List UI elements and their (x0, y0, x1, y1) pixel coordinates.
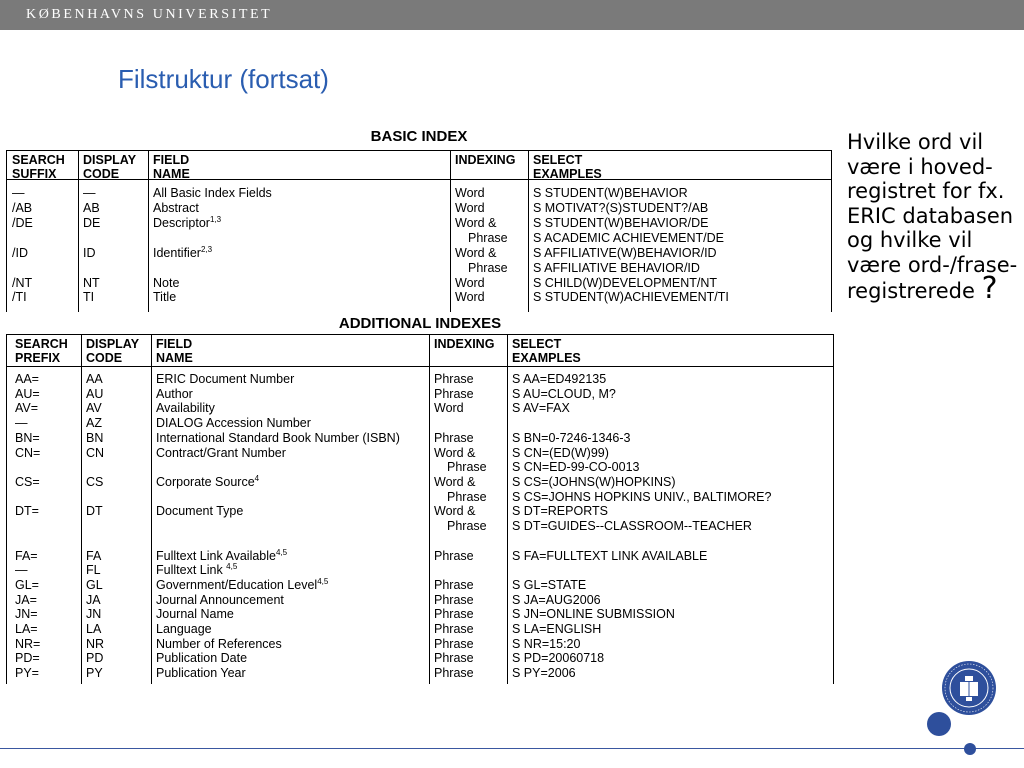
table-cell: /DE (12, 216, 33, 230)
table-cell (156, 549, 287, 564)
table-cell: Phrase (434, 548, 474, 563)
table-cell: FA (86, 548, 102, 563)
field-name: Title (153, 290, 177, 304)
table-cell: AZ (86, 416, 102, 431)
field-name: All Basic Index Fields (153, 186, 272, 200)
basic-index-table (6, 126, 832, 312)
column-header: SEARCH SUFFIX (12, 153, 65, 181)
field-name: Fulltext Link Available (156, 548, 276, 563)
table-cell: AV= (15, 401, 39, 416)
table-cell (156, 416, 311, 431)
column-header: SELECT EXAMPLES (512, 337, 581, 365)
table-cell: Phrase (468, 231, 508, 245)
table-cell: Phrase (434, 372, 474, 386)
table-cell: CS= (15, 475, 40, 489)
decor-circle-small (964, 743, 976, 755)
table-cell: NR (86, 636, 105, 651)
table-cell: Phrase (434, 622, 474, 636)
table-cell (156, 593, 284, 608)
table-cell: PY (86, 666, 103, 681)
field-name: Publication Year (156, 666, 246, 681)
column-header: FIELD NAME (153, 153, 190, 181)
table-cell: S STUDENT(W)ACHIEVEMENT/TI (533, 290, 729, 304)
table-cell: AV (86, 401, 102, 416)
column-header: INDEXING (434, 337, 495, 351)
table-cell: Phrase (434, 577, 474, 592)
column-header: DISPLAY CODE (83, 153, 136, 181)
table-cell: Phrase (434, 592, 474, 607)
table-cell: PD (86, 651, 104, 666)
table-cell: ID (83, 246, 96, 260)
table-cell: AU (86, 386, 104, 401)
table-cell: JA= (15, 592, 37, 607)
column-divider (81, 334, 82, 684)
table-cell: Word & (455, 216, 497, 230)
table-header-border (6, 366, 834, 367)
table-cell: S DT=REPORTS (512, 504, 608, 519)
column-divider (151, 334, 152, 684)
table-cell: S LA=ENGLISH (512, 622, 602, 636)
additional-indexes-title: ADDITIONAL INDEXES (338, 315, 502, 332)
field-name: International Standard Book Number (ISBN) (156, 430, 400, 445)
footer-line (0, 748, 1024, 749)
table-left-border (6, 150, 7, 312)
footnote-marker: 4,5 (275, 547, 288, 557)
table-cell: S CHILD(W)DEVELOPMENT/NT (533, 276, 718, 290)
university-name: KØBENHAVNS UNIVERSITET (26, 7, 273, 22)
table-cell: — (83, 186, 96, 200)
table-cell: /TI (12, 290, 27, 304)
table-right-border (833, 334, 834, 684)
table-cell: BN= (15, 430, 40, 445)
column-header: SEARCH PREFIX (15, 337, 68, 365)
table-cell: Phrase (447, 460, 487, 475)
table-cell: Word & (434, 475, 476, 489)
table-cell (156, 401, 215, 416)
table-cell: Phrase (434, 666, 474, 681)
column-divider (429, 334, 430, 684)
table-cell (156, 563, 237, 578)
table-cell: Word (434, 401, 464, 416)
table-cell: S AFFILIATIVE(W)BEHAVIOR/ID (533, 246, 717, 260)
basic-index-title: BASIC INDEX (370, 128, 468, 145)
table-cell: LA= (15, 622, 38, 636)
field-name: Contract/Grant Number (156, 445, 286, 460)
table-cell (156, 504, 243, 519)
table-cell: JA (86, 592, 101, 607)
column-divider (450, 150, 451, 312)
table-cell (156, 431, 400, 446)
table-top-border (6, 150, 832, 151)
footnote-marker: 4 (254, 473, 260, 483)
table-cell: Word (455, 290, 485, 304)
footnote-marker: 1,3 (209, 214, 222, 224)
header-bar (0, 0, 1024, 30)
table-cell: S GL=STATE (512, 577, 587, 592)
table-cell: S MOTIVAT?(S)STUDENT?/AB (533, 201, 709, 215)
table-cell: S JA=AUG2006 (512, 592, 601, 607)
field-name: Identifier (153, 246, 201, 260)
table-cell (153, 276, 179, 291)
table-cell: Phrase (434, 386, 474, 401)
table-cell (156, 666, 246, 681)
side-question-text: Hvilke ord vil være i hoved-registret for fx. ERIC databasen og hvilke vil være ord-/frase-registrerede (847, 130, 1018, 303)
table-cell: Phrase (434, 430, 474, 445)
table-top-border (6, 334, 834, 335)
field-name: Document Type (156, 504, 244, 519)
column-divider (507, 334, 508, 684)
footnote-marker: 4,5 (226, 562, 238, 572)
table-cell: S AA=ED492135 (512, 372, 607, 386)
table-cell: PY= (15, 666, 39, 681)
table-cell: Phrase (434, 636, 474, 651)
table-cell: AA (86, 372, 103, 386)
table-cell (153, 216, 221, 231)
table-cell: S CN=ED-99-CO-0013 (512, 460, 640, 475)
table-cell (156, 622, 212, 637)
slide-title: Filstruktur (fortsat) (118, 64, 329, 94)
additional-indexes-table (6, 313, 834, 684)
table-cell: S NR=15:20 (512, 636, 581, 651)
table-cell: S ACADEMIC ACHIEVEMENT/DE (533, 231, 725, 245)
table-cell: S AFFILIATIVE BEHAVIOR/ID (533, 261, 700, 275)
column-header: DISPLAY CODE (86, 337, 139, 365)
table-cell: Word & (455, 246, 497, 260)
table-cell: S AU=CLOUD, M? (512, 386, 616, 401)
table-cell: Phrase (434, 607, 474, 622)
table-cell: Word (455, 276, 485, 290)
field-name: Number of References (156, 636, 282, 651)
field-name: Corporate Source (156, 475, 255, 489)
table-cell (156, 446, 286, 461)
table-cell: CN (86, 445, 105, 460)
column-header: INDEXING (455, 153, 516, 167)
table-cell: Phrase (468, 261, 508, 275)
field-name: Journal Announcement (156, 592, 284, 607)
field-name: Availability (156, 401, 215, 416)
table-cell: FL (86, 563, 101, 578)
field-name: ERIC Document Number (156, 372, 295, 386)
table-cell (156, 475, 259, 490)
table-cell: S CN=(ED(W)99) (512, 445, 609, 460)
table-cell: AB (83, 201, 100, 215)
table-cell: LA (86, 622, 102, 636)
field-name: Note (153, 276, 180, 290)
table-cell: Phrase (447, 489, 487, 504)
table-cell: S AV=FAX (512, 401, 570, 416)
field-name: DIALOG Accession Number (156, 416, 311, 431)
table-cell: S STUDENT(W)BEHAVIOR (533, 186, 688, 200)
table-cell: — (12, 186, 25, 200)
table-cell: TI (83, 290, 95, 304)
table-cell: GL (86, 577, 103, 592)
table-cell: GL= (15, 577, 39, 592)
table-cell: S STUDENT(W)BEHAVIOR/DE (533, 216, 709, 230)
table-cell: S FA=FULLTEXT LINK AVAILABLE (512, 548, 708, 563)
table-cell (153, 246, 212, 261)
table-cell: CN= (15, 445, 41, 460)
field-name: Author (156, 386, 193, 401)
table-cell: Phrase (434, 651, 474, 666)
side-question (847, 130, 1019, 304)
footnote-marker: 2,3 (200, 244, 213, 254)
field-name: Publication Date (156, 651, 248, 666)
table-cell: JN= (15, 607, 38, 622)
table-cell (153, 290, 176, 305)
table-cell: CS (86, 475, 104, 489)
table-cell: FA= (15, 548, 38, 563)
table-cell (156, 637, 282, 652)
column-header: SELECT EXAMPLES (533, 153, 602, 181)
table-cell: — (15, 563, 28, 578)
field-name: Fulltext Link (156, 563, 227, 578)
table-cell: PD= (15, 651, 40, 666)
table-cell: Phrase (447, 519, 487, 534)
table-cell: S BN=0-7246-1346-3 (512, 430, 631, 445)
table-cell (156, 607, 234, 622)
table-cell: AA= (15, 372, 39, 386)
table-cell: — (15, 416, 28, 431)
table-cell: DE (83, 216, 101, 230)
field-name: Government/Education Level (156, 577, 318, 592)
table-cell: Word (455, 201, 485, 215)
table-cell: NT (83, 276, 100, 290)
column-header: FIELD NAME (156, 337, 193, 365)
table-cell: S CS=(JOHNS(W)HOPKINS) (512, 475, 676, 489)
field-name: Abstract (153, 201, 199, 215)
table-cell: /AB (12, 201, 33, 215)
table-cell: S PD=20060718 (512, 651, 605, 666)
table-cell (156, 578, 328, 593)
table-left-border (6, 334, 7, 684)
table-cell (156, 372, 294, 387)
table-cell (156, 387, 193, 402)
table-cell: AU= (15, 386, 40, 401)
table-cell: JN (86, 607, 102, 622)
table-cell: Word & (434, 445, 476, 460)
table-cell (153, 186, 272, 201)
table-cell: /NT (12, 276, 33, 290)
field-name: Descriptor (153, 216, 210, 230)
table-cell: S PY=2006 (512, 666, 576, 681)
table-cell: DT= (15, 504, 39, 519)
table-cell: BN (86, 430, 104, 445)
table-cell: S JN=ONLINE SUBMISSION (512, 607, 675, 622)
column-divider (528, 150, 529, 312)
table-right-border (831, 150, 832, 312)
table-cell: NR= (15, 636, 41, 651)
side-question-mark: ? (981, 271, 998, 306)
table-cell (156, 651, 247, 666)
field-name: Language (156, 622, 212, 636)
table-cell: /ID (12, 246, 28, 260)
table-cell: DT (86, 504, 103, 519)
table-cell: Word & (434, 504, 476, 519)
field-name: Journal Name (156, 607, 234, 622)
footnote-marker: 4,5 (317, 576, 329, 586)
table-cell: Word (455, 186, 485, 200)
table-cell: S DT=GUIDES--CLASSROOM--TEACHER (512, 519, 752, 534)
university-seal-icon (941, 660, 997, 716)
table-cell (153, 201, 199, 216)
table-cell: S CS=JOHNS HOPKINS UNIV., BALTIMORE? (512, 489, 772, 504)
